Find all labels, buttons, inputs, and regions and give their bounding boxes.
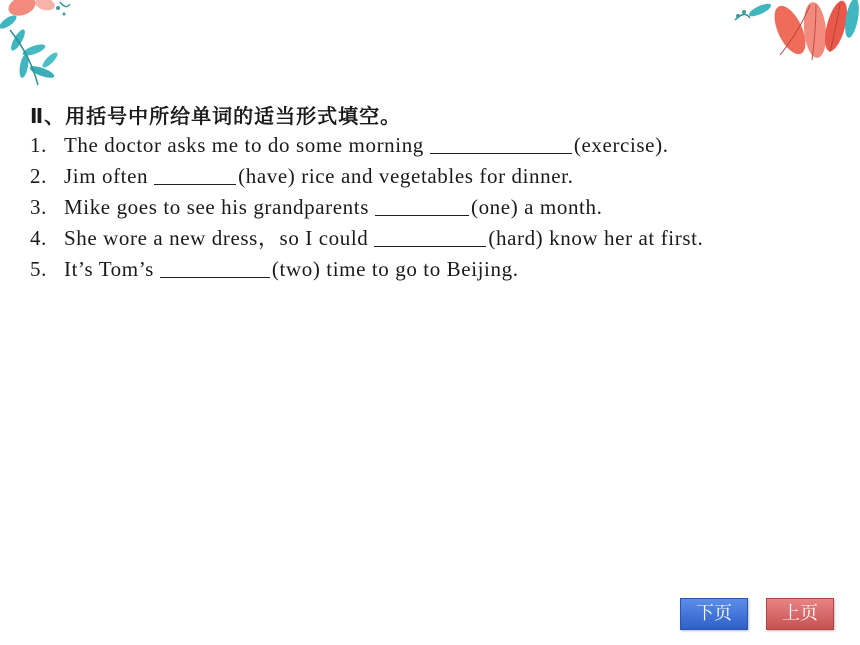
question-number: 1.	[30, 133, 47, 157]
question-2	[30, 161, 850, 192]
question-text: Mike goes to see his grandparents	[64, 195, 369, 219]
answer-blank[interactable]	[154, 166, 236, 185]
question-hint: (exercise)	[573, 133, 663, 157]
answer-blank[interactable]	[375, 197, 469, 216]
floral-leaves-icon	[0, 0, 80, 95]
answer-blank[interactable]	[430, 135, 572, 154]
question-hint: (one)	[470, 195, 519, 219]
floral-leaves-icon	[730, 0, 860, 75]
answer-blank[interactable]	[374, 228, 486, 247]
question-text-after: rice and vegetables for dinner.	[295, 164, 574, 188]
question-text-after: know her at first.	[543, 226, 704, 250]
question-number: 4.	[30, 226, 47, 250]
answer-blank[interactable]	[160, 259, 270, 278]
question-text: Jim often	[64, 164, 149, 188]
question-5	[30, 254, 850, 285]
section-heading: Ⅱ、用括号中所给单词的适当形式填空。	[30, 104, 402, 128]
question-1	[30, 130, 850, 161]
next-page-button[interactable]: 下页	[680, 598, 748, 630]
question-text: It’s Tom’s	[64, 257, 154, 281]
question-4	[30, 223, 850, 254]
question-text-after: a month.	[518, 195, 603, 219]
previous-page-button[interactable]: 上页	[766, 598, 834, 630]
question-text-after: .	[662, 133, 669, 157]
question-number: 5.	[30, 257, 47, 281]
question-hint: (two)	[271, 257, 321, 281]
question-text: The doctor asks me to do some morning	[64, 133, 424, 157]
question-number: 3.	[30, 195, 47, 219]
question-text: She wore a new dress，so I could	[64, 226, 369, 250]
question-hint: (hard)	[488, 226, 544, 250]
question-list	[30, 130, 850, 285]
question-hint: (have)	[238, 164, 296, 188]
question-3	[30, 192, 850, 223]
question-number: 2.	[30, 164, 47, 188]
question-text-after: time to go to Beijing.	[320, 257, 519, 281]
